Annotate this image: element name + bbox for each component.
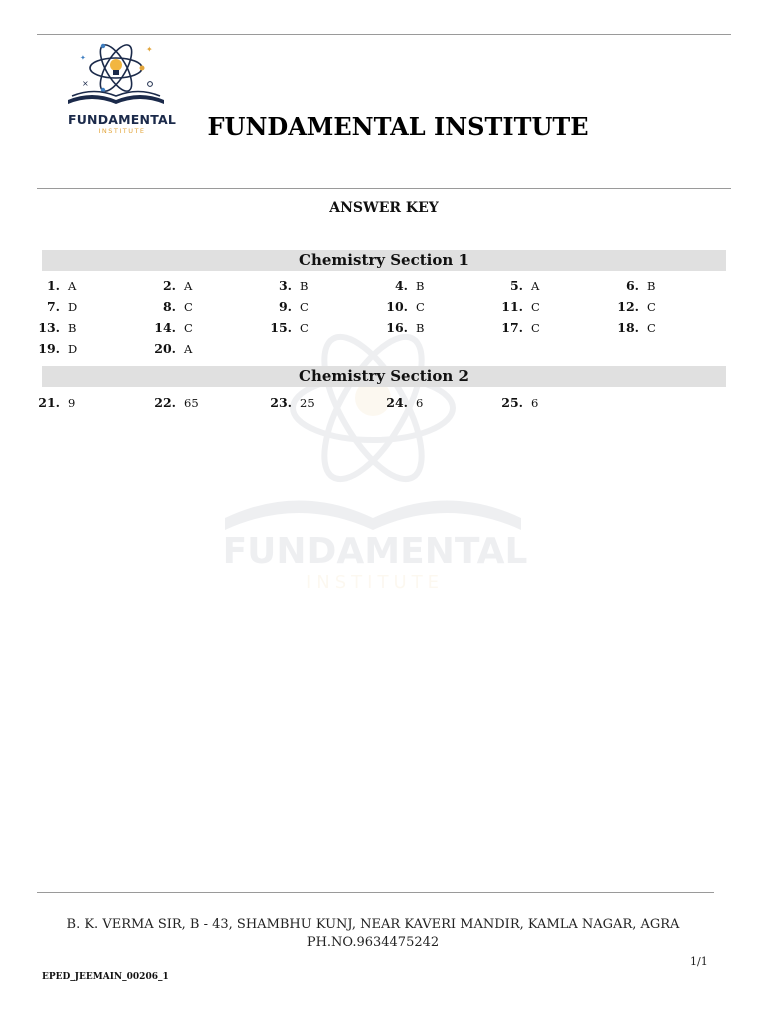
watermark-logo [215, 318, 535, 598]
answer-value: A [184, 279, 193, 293]
phone-line: PH.NO.9634475242 [306, 935, 440, 950]
answer-value: 6 [531, 396, 539, 410]
question-number: 10. [386, 299, 408, 314]
section-header: Chemistry Section 2 [42, 366, 726, 387]
question-number: 4. [394, 278, 408, 293]
question-number: 5. [509, 278, 523, 293]
answer-value: C [300, 300, 309, 314]
question-number: 14. [154, 320, 176, 335]
question-number: 16. [386, 320, 408, 335]
question-number: 11. [501, 299, 523, 314]
svg-text:INSTITUTE: INSTITUTE [305, 572, 445, 593]
answer-value: 9 [68, 396, 76, 410]
answer-value: A [531, 279, 540, 293]
question-number: 12. [617, 299, 639, 314]
answer-value: B [416, 279, 425, 293]
question-number: 15. [270, 320, 292, 335]
question-number: 23. [270, 395, 292, 410]
top-divider [37, 34, 731, 35]
answer-value: 65 [184, 396, 199, 410]
answer-value: C [184, 300, 193, 314]
question-number: 3. [278, 278, 292, 293]
logo-subtext: INSTITUTE [98, 127, 146, 135]
answer-key-heading: ANSWER KEY [329, 200, 439, 216]
answer-value: D [68, 342, 78, 356]
answer-value: B [68, 321, 77, 335]
answer-value: C [184, 321, 193, 335]
answer-value: D [68, 300, 78, 314]
question-number: 7. [46, 299, 60, 314]
answer-value: C [416, 300, 425, 314]
answer-value: C [647, 321, 656, 335]
logo-text: FUNDAMENTAL [67, 112, 177, 127]
question-number: 25. [501, 395, 523, 410]
svg-text:✦: ✦ [80, 54, 86, 62]
page-title: FUNDAMENTAL INSTITUTE [207, 112, 589, 141]
question-number: 1. [46, 278, 60, 293]
footer-address [0, 916, 746, 952]
answer-value: 25 [300, 396, 315, 410]
section-header: Chemistry Section 1 [42, 250, 726, 271]
answer-value: B [300, 279, 309, 293]
address-line: B. K. VERMA SIR, B - 43, SHAMBHU KUNJ, NEAR KAVERI MANDIR, KAMLA NAGAR, AGRA [66, 917, 680, 932]
answer-value: C [647, 300, 656, 314]
question-number: 9. [278, 299, 292, 314]
question-number: 20. [154, 341, 176, 356]
question-number: 24. [386, 395, 408, 410]
question-number: 13. [38, 320, 60, 335]
answer-value: C [531, 300, 540, 314]
answer-value: A [68, 279, 77, 293]
answer-value: A [184, 342, 193, 356]
question-number: 19. [38, 341, 60, 356]
question-number: 6. [625, 278, 639, 293]
svg-text:FUNDAMENTAL: FUNDAMENTAL [222, 531, 528, 572]
answer-value: C [300, 321, 309, 335]
question-number: 22. [154, 395, 176, 410]
atom-book-icon [58, 40, 186, 112]
footer-divider [37, 892, 714, 893]
institute-logo [58, 40, 186, 144]
question-number: 18. [617, 320, 639, 335]
question-number: 17. [501, 320, 523, 335]
question-number: 21. [38, 395, 60, 410]
question-number: 8. [162, 299, 176, 314]
answer-value: C [531, 321, 540, 335]
answer-value: 6 [416, 396, 424, 410]
answer-value: B [647, 279, 656, 293]
header-divider [37, 188, 731, 189]
svg-text:×: × [82, 79, 89, 88]
answer-value: B [416, 321, 425, 335]
document-code: EPED_JEEMAIN_00206_1 [42, 972, 169, 982]
svg-text:✦: ✦ [146, 45, 153, 54]
question-number: 2. [162, 278, 176, 293]
page-number: 1/1 [690, 955, 708, 968]
